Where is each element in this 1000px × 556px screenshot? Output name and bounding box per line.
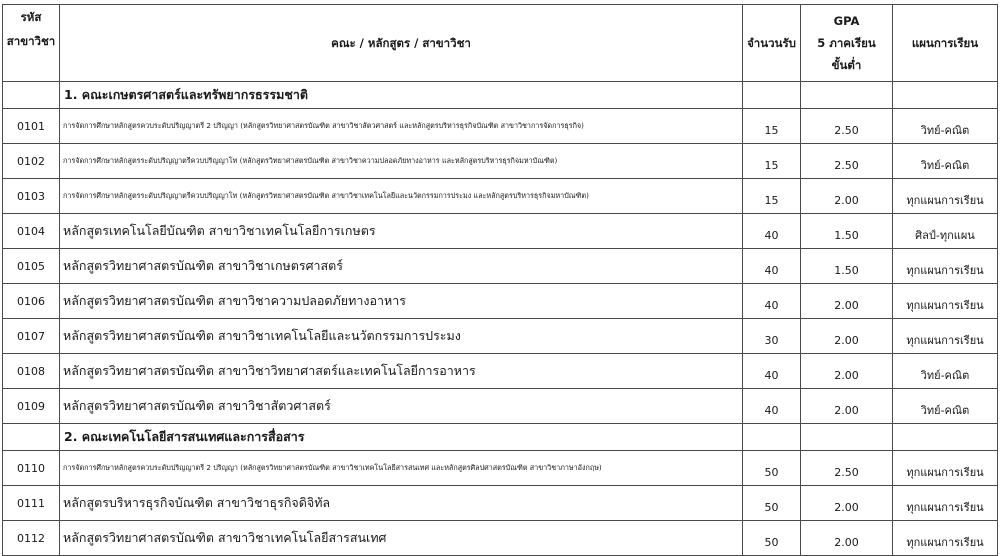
table-row	[3, 319, 998, 354]
gpa-value: 2.00	[801, 179, 893, 214]
program-name: หลักสูตรวิทยาศาสตรบัณฑิต สาขาวิชาเทคโนโลยีสารสนเทศ	[60, 521, 743, 556]
program-code: 0109	[3, 389, 60, 424]
seats-value: 30	[743, 319, 801, 354]
study-plan: ทุกแผนการเรียน	[893, 486, 998, 521]
faculty-empty-cell	[801, 82, 893, 109]
study-plan: ทุกแผนการเรียน	[893, 179, 998, 214]
seats-value: 15	[743, 179, 801, 214]
faculty-empty-cell	[801, 424, 893, 451]
table-row	[3, 249, 998, 284]
gpa-value: 2.00	[801, 486, 893, 521]
program-code: 0112	[3, 521, 60, 556]
program-code: 0101	[3, 109, 60, 144]
program-code: 0108	[3, 354, 60, 389]
study-plan: ทุกแผนการเรียน	[893, 284, 998, 319]
table-row	[3, 284, 998, 319]
seats-value: 40	[743, 284, 801, 319]
table-row	[3, 144, 998, 179]
program-code: 0111	[3, 486, 60, 521]
study-plan: วิทย์-คณิต	[893, 144, 998, 179]
program-name: หลักสูตรวิทยาศาสตรบัณฑิต สาขาวิชาเกษตรศาสตร์	[60, 249, 743, 284]
table-row	[3, 109, 998, 144]
header-code-line1: รหัส	[20, 10, 42, 24]
gpa-value: 2.50	[801, 144, 893, 179]
table-header-row	[3, 5, 998, 82]
header-faculty: คณะ / หลักสูตร / สาขาวิชา	[60, 5, 743, 82]
gpa-value: 1.50	[801, 214, 893, 249]
program-name: หลักสูตรวิทยาศาสตรบัณฑิต สาขาวิชาวิทยาศาสตร์และเทคโนโลยีการอาหาร	[60, 354, 743, 389]
faculty-code-cell	[3, 424, 60, 451]
header-code-line2: สาขาวิชา	[6, 34, 56, 48]
study-plan: วิทย์-คณิต	[893, 354, 998, 389]
study-plan: ศิลป์-ทุกแผน	[893, 214, 998, 249]
faculty-title: 2. คณะเทคโนโลยีสารสนเทศและการสื่อสาร	[60, 424, 743, 451]
table-row	[3, 521, 998, 556]
gpa-value: 1.50	[801, 249, 893, 284]
seats-value: 50	[743, 486, 801, 521]
gpa-value: 2.50	[801, 109, 893, 144]
seats-value: 50	[743, 521, 801, 556]
study-plan: วิทย์-คณิต	[893, 389, 998, 424]
gpa-value: 2.00	[801, 284, 893, 319]
table-row	[3, 214, 998, 249]
program-name: หลักสูตรวิทยาศาสตรบัณฑิต สาขาวิชาเทคโนโลยีและนวัตกรรมการประมง	[60, 319, 743, 354]
faculty-empty-cell	[743, 424, 801, 451]
program-name: หลักสูตรเทคโนโลยีบัณฑิต สาขาวิชาเทคโนโลยีการเกษตร	[60, 214, 743, 249]
faculty-row	[3, 82, 998, 109]
program-name: การจัดการศึกษาหลักสูตรระดับปริญญาตรีควบปริญญาโท (หลักสูตรวิทยาศาสตรบัณฑิต สาขาวิชาเทคโนโลยีและนวัตกรรมการประมง และหลักสูตรบริหารธุรกิจมหาบัณฑิต)	[60, 179, 743, 214]
header-gpa-line1: GPA	[833, 14, 860, 28]
program-code: 0105	[3, 249, 60, 284]
table-body	[3, 82, 998, 556]
program-code: 0107	[3, 319, 60, 354]
header-plan: แผนการเรียน	[893, 5, 998, 82]
study-plan: ทุกแผนการเรียน	[893, 521, 998, 556]
seats-value: 50	[743, 451, 801, 486]
seats-value: 15	[743, 109, 801, 144]
program-name: หลักสูตรวิทยาศาสตรบัณฑิต สาขาวิชาสัตวศาสตร์	[60, 389, 743, 424]
seats-value: 40	[743, 249, 801, 284]
table-row	[3, 451, 998, 486]
program-code: 0102	[3, 144, 60, 179]
program-name: หลักสูตรวิทยาศาสตรบัณฑิต สาขาวิชาความปลอดภัยทางอาหาร	[60, 284, 743, 319]
study-plan: ทุกแผนการเรียน	[893, 451, 998, 486]
header-gpa	[801, 5, 893, 82]
faculty-code-cell	[3, 82, 60, 109]
header-gpa-line2: 5 ภาคเรียน	[817, 36, 876, 50]
study-plan: วิทย์-คณิต	[893, 109, 998, 144]
program-name: การจัดการศึกษาหลักสูตรระดับปริญญาตรีควบปริญญาโท (หลักสูตรวิทยาศาสตรบัณฑิต สาขาวิชาความปลอดภัยทางอาหาร และหลักสูตรบริหารธุรกิจมหาบัณฑิต)	[60, 144, 743, 179]
faculty-row	[3, 424, 998, 451]
table-row	[3, 389, 998, 424]
header-seats: จำนวนรับ	[743, 5, 801, 82]
seats-value: 40	[743, 354, 801, 389]
seats-value: 40	[743, 214, 801, 249]
seats-value: 40	[743, 389, 801, 424]
program-code: 0104	[3, 214, 60, 249]
table-row	[3, 354, 998, 389]
table-row	[3, 486, 998, 521]
seats-value: 15	[743, 144, 801, 179]
study-plan: ทุกแผนการเรียน	[893, 319, 998, 354]
faculty-title: 1. คณะเกษตรศาสตร์และทรัพยากรธรรมชาติ	[60, 82, 743, 109]
program-name: การจัดการศึกษาหลักสูตรควบระดับปริญญาตรี 2 ปริญญา (หลักสูตรวิทยาศาสตรบัณฑิต สาขาวิชาเทคโนโลยีสารสนเทศ และหลักสูตรศิลปศาสตรบัณฑิต สาขาวิชาภาษาอังกฤษ)	[60, 451, 743, 486]
header-gpa-line3: ขั้นต่ำ	[831, 58, 862, 72]
program-code: 0103	[3, 179, 60, 214]
program-code: 0106	[3, 284, 60, 319]
program-name: หลักสูตรบริหารธุรกิจบัณฑิต สาขาวิชาธุรกิจดิจิทัล	[60, 486, 743, 521]
header-code	[3, 5, 60, 82]
faculty-empty-cell	[893, 424, 998, 451]
gpa-value: 2.00	[801, 354, 893, 389]
gpa-value: 2.00	[801, 319, 893, 354]
faculty-empty-cell	[893, 82, 998, 109]
gpa-value: 2.50	[801, 451, 893, 486]
gpa-value: 2.00	[801, 389, 893, 424]
faculty-empty-cell	[743, 82, 801, 109]
program-name: การจัดการศึกษาหลักสูตรควบระดับปริญญาตรี 2 ปริญญา (หลักสูตรวิทยาศาสตรบัณฑิต สาขาวิชาสัตวศาสตร์ และหลักสูตรบริหารธุรกิจบัณฑิต สาขาวิชาการจัดการธุรกิจ)	[60, 109, 743, 144]
gpa-value: 2.00	[801, 521, 893, 556]
study-plan: ทุกแผนการเรียน	[893, 249, 998, 284]
program-code: 0110	[3, 451, 60, 486]
admission-table	[2, 4, 998, 556]
table-row	[3, 179, 998, 214]
